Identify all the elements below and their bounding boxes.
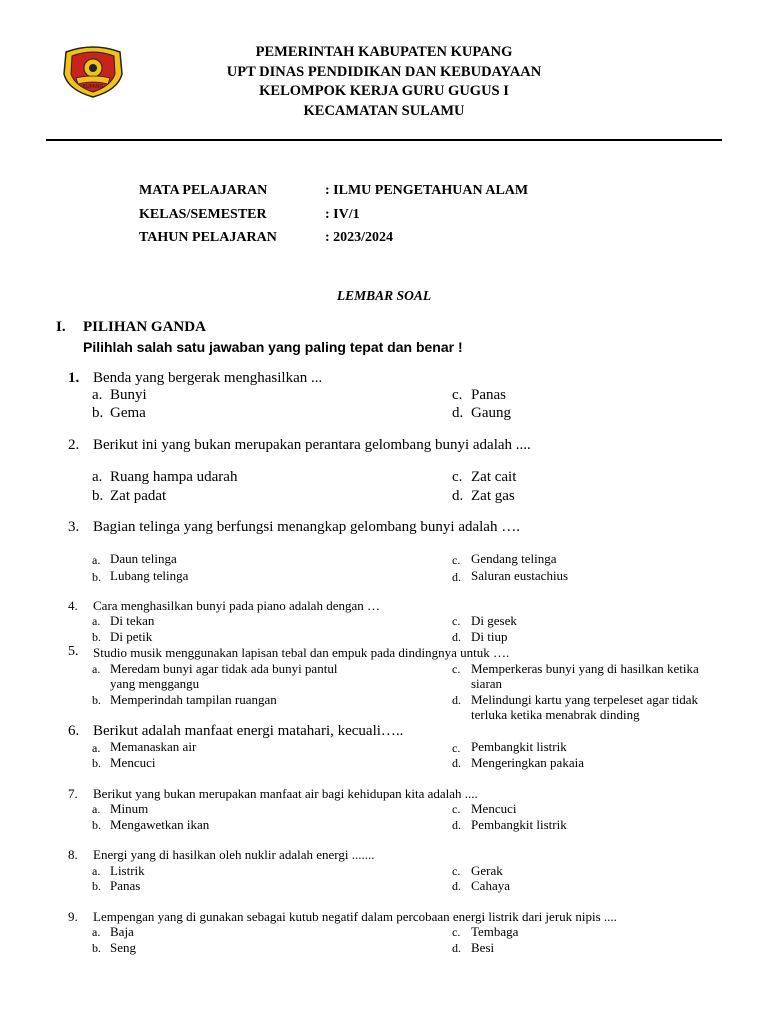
option-text[interactable]: Seng [110,940,136,955]
option-text[interactable]: Gema [110,405,146,421]
letterhead [0,43,768,121]
option-letter: b. [92,818,101,832]
option-letter: a. [92,864,101,878]
question-text: Cara menghasilkan bunyi pada piano adalah dengan … [93,598,380,613]
option-text[interactable]: Minum [110,801,149,816]
question-number: 5. [68,644,79,659]
option-letter: d. [452,941,461,955]
option-letter: b. [92,941,101,955]
option-text[interactable]: Zat cait [471,469,517,485]
question-number: 8. [68,847,78,862]
option-text[interactable]: Pembangkit listrik [471,817,567,832]
option-letter: a. [92,741,101,755]
option-text[interactable]: Memperindah tampilan ruangan [110,692,277,707]
question-number: 2. [68,437,80,453]
option-text[interactable]: Gaung [471,405,511,421]
option-text[interactable]: Panas [110,878,141,893]
option-text[interactable]: Di tekan [110,613,155,628]
option-letter: c. [452,387,463,403]
option-text[interactable]: Mengeringkan pakaia [471,755,584,770]
question-text: Energi yang di hasilkan oleh nuklir adalah energi ....... [93,847,375,862]
option-letter: c. [452,925,461,939]
option-letter: b. [92,693,101,707]
letterhead-line: UPT DINAS PENDIDIKAN DAN KEBUDAYAAN [226,63,542,80]
question-number: 9. [68,909,78,924]
option-letter: c. [452,864,461,878]
option-letter: a. [92,662,101,676]
option-text[interactable]: Di gesek [471,613,517,628]
question-number: 6. [68,723,80,739]
option-letter: a. [92,553,101,567]
header-divider [46,139,722,141]
option-text[interactable]: Zat padat [110,488,167,504]
option-text[interactable]: Gerak [471,863,503,878]
option-letter: d. [452,630,461,644]
logo-text: KUPANG [82,84,104,90]
option-letter: a. [92,802,101,816]
option-letter: d. [452,818,461,832]
question-text: Berikut adalah manfaat energi matahari, kecuali….. [93,723,404,739]
option-letter: b. [92,488,104,504]
info-label: TAHUN PELAJARAN [139,230,277,245]
letterhead-line: PEMERINTAH KABUPATEN KUPANG [255,44,513,60]
option-text[interactable]: Mencuci [471,801,517,816]
option-letter: b. [92,405,104,421]
info-value: : ILMU PENGETAHUAN ALAM [325,183,529,198]
question-text: Lempengan yang di gunakan sebagai kutub negatif dalam percobaan energi listrik dari jeruk nipis .... [93,909,617,924]
info-value: : IV/1 [325,206,360,222]
option-letter: d. [452,405,464,421]
option-letter: a. [92,469,103,485]
letterhead-line: KELOMPOK KERJA GURU GUGUS I [259,83,509,99]
option-text[interactable]: Gendang telinga [471,551,557,566]
question-number: 3. [68,519,80,535]
option-letter: b. [92,756,101,770]
option-letter: b. [92,570,101,584]
option-text[interactable]: Tembaga [471,924,519,939]
option-text[interactable]: Ruang hampa udarah [110,469,238,485]
question-number: 4. [68,598,78,613]
option-text[interactable]: Baja [110,924,134,939]
option-letter: d. [452,488,464,504]
option-letter: c. [452,553,461,567]
option-text[interactable]: Melindungi kartu yang terpeleset agar tidak terluka ketika menabrak dinding [471,692,699,722]
option-letter: d. [452,693,461,707]
option-letter: c. [452,662,461,676]
option-text[interactable]: Pembangkit listrik [471,739,567,754]
option-text[interactable]: Mencuci [110,755,156,770]
option-letter: d. [452,879,461,893]
option-text[interactable]: Mengawetkan ikan [110,817,210,832]
question-text: Bagian telinga yang berfungsi menangkap gelombang bunyi adalah …. [93,519,520,535]
option-letter: d. [452,570,461,584]
info-labels [139,179,277,250]
option-text[interactable]: Di petik [110,629,153,644]
option-text[interactable]: Lubang telinga [110,568,189,583]
option-text[interactable]: Listrik [110,863,145,878]
option-letter: a. [92,614,101,628]
question-text: Benda yang bergerak menghasilkan ... [93,370,323,386]
option-text[interactable]: Zat gas [471,488,515,504]
info-label: KELAS/SEMESTER [139,206,267,222]
option-letter: d. [452,756,461,770]
option-text[interactable]: Di tiup [471,629,508,644]
question-text: Berikut ini yang bukan merupakan perantara gelombang bunyi adalah .... [93,437,531,453]
option-letter: b. [92,879,101,893]
question-number: 1. [68,370,80,386]
info-label: MATA PELAJARAN [139,183,268,198]
section-title: PILIHAN GANDA [83,319,206,335]
option-letter: b. [92,630,101,644]
option-text[interactable]: Meredam bunyi agar tidak ada bunyi pantul yang menggangu [110,661,338,691]
option-text[interactable]: Bunyi [110,387,147,403]
option-text[interactable]: Memanaskan air [110,739,197,754]
info-values [325,179,528,250]
option-text[interactable]: Memperkeras bunyi yang di hasilkan ketika siaran [471,661,699,691]
question-number: 7. [68,786,78,801]
option-letter: a. [92,925,101,939]
option-text[interactable]: Saluran eustachius [471,568,569,583]
option-text[interactable]: Besi [471,940,495,955]
option-text[interactable]: Daun telinga [110,551,177,566]
section-number: I. [56,319,66,335]
option-letter: c. [452,741,461,755]
option-text[interactable]: Cahaya [471,878,510,893]
option-letter: c. [452,802,461,816]
option-letter: c. [452,614,461,628]
section-instruction: Pilihlah salah satu jawaban yang paling tepat dan benar ! [83,339,463,355]
option-text[interactable]: Panas [471,387,506,403]
option-letter: a. [92,387,103,403]
info-value: : 2023/2024 [325,230,394,245]
question-text: Berikut yang bukan merupakan manfaat air bagi kehidupan kita adalah .... [93,786,478,801]
letterhead-line: KECAMATAN SULAMU [303,102,465,119]
question-text: Studio musik menggunakan lapisan tebal dan empuk pada dindingnya untuk …. [93,645,510,660]
document-title: LEMBAR SOAL [336,288,432,303]
option-letter: c. [452,469,463,485]
